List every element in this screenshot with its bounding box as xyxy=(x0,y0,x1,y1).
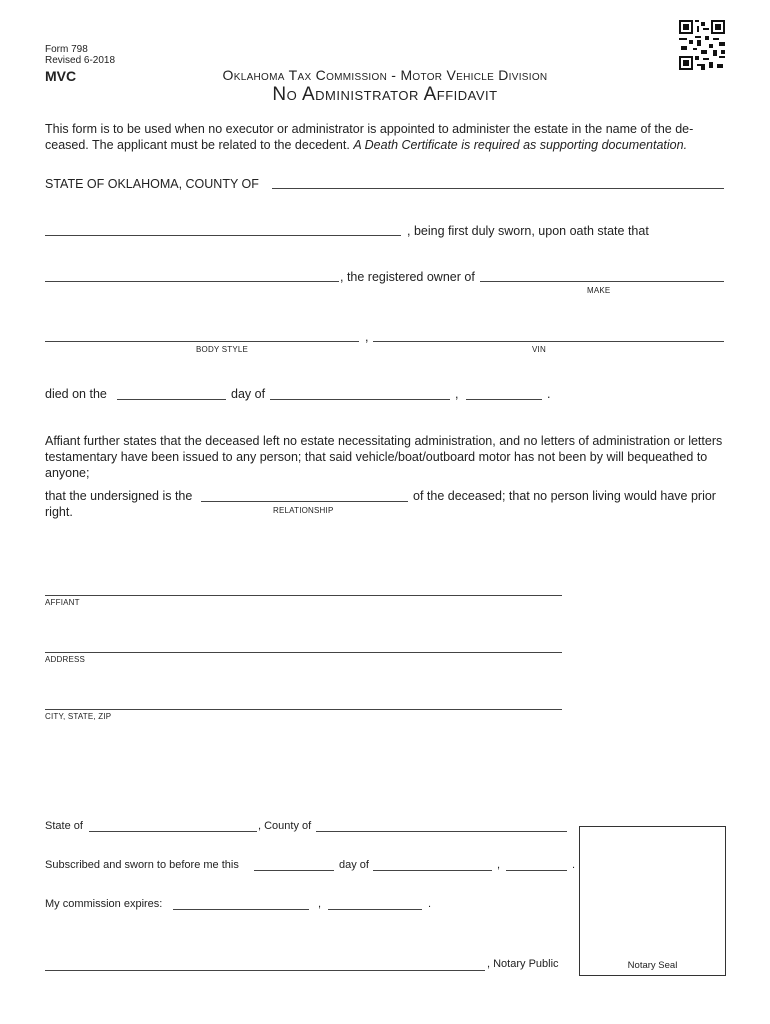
vin-input-line[interactable] xyxy=(373,341,724,342)
state-county-label: STATE OF OKLAHOMA, COUNTY OF xyxy=(45,177,259,191)
died-on-label: died on the xyxy=(45,387,107,401)
affiant-name-input-line[interactable] xyxy=(45,235,401,236)
body-style-input-line[interactable] xyxy=(45,341,359,342)
death-date-period: . xyxy=(547,387,551,401)
notary-county-label: , County of xyxy=(258,820,312,832)
notary-seal-label: Notary Seal xyxy=(627,960,678,971)
notary-public-label: , Notary Public xyxy=(487,958,559,970)
city-state-zip-label: CITY, STATE, ZIP xyxy=(45,712,112,721)
relationship-input-line[interactable] xyxy=(201,501,408,502)
make-label: MAKE xyxy=(587,286,611,295)
affiant-statement-line-3: anyone; xyxy=(45,466,90,480)
sworn-text: , being first duly sworn, upon oath state that xyxy=(407,224,649,238)
affiant-label: AFFIANT xyxy=(45,598,80,607)
relationship-label: RELATIONSHIP xyxy=(273,506,334,515)
death-year-input-line[interactable] xyxy=(466,399,542,400)
commission-year-input-line[interactable] xyxy=(328,909,422,910)
make-input-line[interactable] xyxy=(480,281,724,282)
commission-label: My commission expires: xyxy=(45,898,163,910)
commission-date-input-line[interactable] xyxy=(173,909,309,910)
notary-county-input-line[interactable] xyxy=(316,831,567,832)
address-label: ADDRESS xyxy=(45,655,86,664)
of-deceased-text: of the deceased; that no person living would have prior xyxy=(413,489,716,503)
intro-line-1: This form is to be used when no executor or administrator is appointed to administer the estate in the name of the de- xyxy=(45,122,694,136)
body-vin-comma: , xyxy=(365,330,369,344)
vin-label: VIN xyxy=(532,345,546,354)
death-day-input-line[interactable] xyxy=(117,399,226,400)
agency-name: Oklahoma Tax Commission - Motor Vehicle Division xyxy=(222,67,548,83)
intro-line-2: ceased. The applicant must be related to the decedent. A Death Certificate is required as supporting documentation. xyxy=(45,138,688,152)
death-date-comma: , xyxy=(455,387,459,401)
city-state-zip-input-line[interactable] xyxy=(45,709,562,710)
division-code: MVC xyxy=(45,68,77,84)
notary-date-period: . xyxy=(572,859,576,871)
notary-state-input-line[interactable] xyxy=(89,831,257,832)
address-input-line[interactable] xyxy=(45,652,562,653)
notary-state-label: State of xyxy=(45,820,83,832)
commission-period: . xyxy=(428,898,432,910)
commission-comma: , xyxy=(318,898,322,910)
notary-year-input-line[interactable] xyxy=(506,870,567,871)
form-number: Form 798 xyxy=(45,44,88,55)
body-style-label: BODY STYLE xyxy=(196,345,249,354)
notary-month-input-line[interactable] xyxy=(373,870,492,871)
death-month-input-line[interactable] xyxy=(270,399,450,400)
notary-date-comma: , xyxy=(497,859,501,871)
notary-signature-line[interactable] xyxy=(45,970,485,971)
affiant-signature-line[interactable] xyxy=(45,595,562,596)
deceased-name-input-line[interactable] xyxy=(45,281,339,282)
page-title: No Administrator Affidavit xyxy=(272,84,498,105)
notary-day-input-line[interactable] xyxy=(254,870,334,871)
death-day-of-label: day of xyxy=(231,387,266,401)
notary-seal-box xyxy=(579,826,726,976)
revised-date: Revised 6-2018 xyxy=(45,55,116,66)
affiant-statement-line-2: testamentary have been issued to any person; that said vehicle/boat/outboard motor has not been by will bequeathed to xyxy=(45,450,708,464)
county-input-line[interactable] xyxy=(272,188,724,189)
undersigned-text: that the undersigned is the xyxy=(45,489,193,503)
right-text: right. xyxy=(45,505,73,519)
qr-code-icon xyxy=(679,20,725,70)
subscribed-label: Subscribed and sworn to before me this xyxy=(45,859,239,871)
notary-day-of-label: day of xyxy=(339,859,369,871)
registered-owner-text: , the registered owner of xyxy=(340,270,475,284)
affiant-statement-line-1: Affiant further states that the deceased left no estate necessitating administration, and no letters of administration or letters xyxy=(45,434,723,448)
